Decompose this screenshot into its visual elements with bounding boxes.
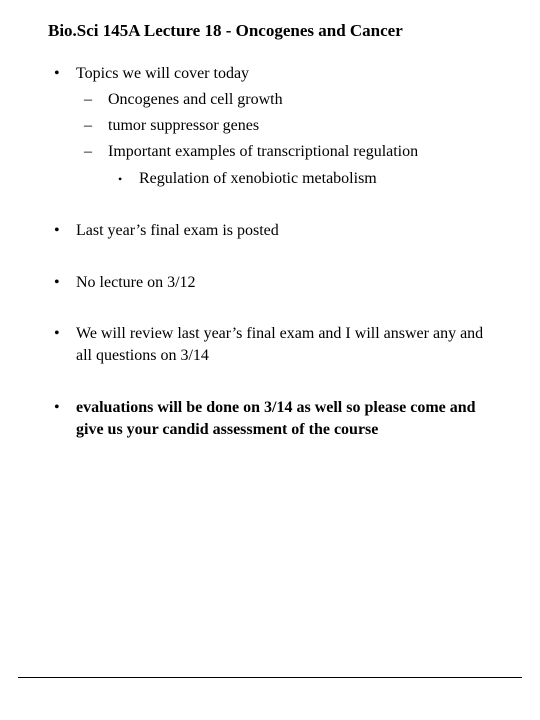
subitem-transcriptional-regulation: Important examples of transcriptional regulation bbox=[108, 143, 419, 160]
dash-marker: – bbox=[84, 91, 92, 108]
subitem-oncogenes: Oncogenes and cell growth bbox=[108, 91, 283, 108]
bullet-marker: • bbox=[54, 222, 60, 239]
list-item-no-lecture: No lecture on 3/12 bbox=[76, 274, 196, 291]
bullet-marker: • bbox=[54, 274, 60, 291]
subsubitem-xenobiotic: Regulation of xenobiotic metabolism bbox=[139, 170, 377, 187]
list-item-review: We will review last year’s final exam and I will answer any and all questions on 3/14 bbox=[76, 325, 484, 364]
dash-marker: – bbox=[84, 117, 92, 134]
dash-marker: – bbox=[84, 143, 92, 160]
bullet-marker: • bbox=[54, 65, 60, 82]
footer-divider bbox=[18, 677, 522, 678]
list-item-evaluations: evaluations will be done on 3/14 as well so please come and give us your candid assessment of the course bbox=[76, 399, 476, 438]
bullet-marker: • bbox=[118, 172, 123, 186]
subitem-tumor-suppressor: tumor suppressor genes bbox=[108, 117, 260, 134]
list-item-final-exam: Last year’s final exam is posted bbox=[76, 222, 279, 239]
bullet-marker: • bbox=[54, 325, 60, 342]
page-title: Bio.Sci 145A Lecture 18 - Oncogenes and Cancer bbox=[48, 21, 403, 40]
list-item-topics: Topics we will cover today bbox=[76, 65, 250, 82]
bullet-marker: • bbox=[54, 399, 60, 416]
